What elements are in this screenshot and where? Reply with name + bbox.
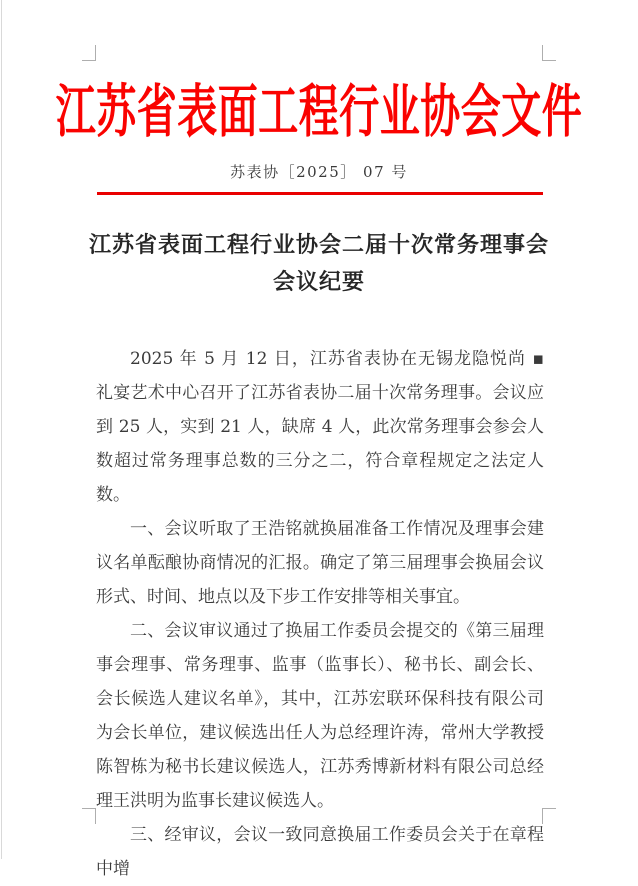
letterhead-banner-title: 江苏省表面工程行业协会文件 <box>55 78 583 146</box>
crop-mark-bottom-right <box>542 808 556 824</box>
crop-mark-bottom-left <box>82 808 96 824</box>
document-number: 苏表协［2025］ 07 号 <box>230 163 408 181</box>
meeting-title-line2: 会议纪要 <box>272 268 365 295</box>
body-paragraph-1: 2025 年 5 月 12 日，江苏省表协在无锡龙隐悦尚 ▪ 礼宴艺术中心召开了江苏省表协二届十次常务理事。会议应到 25 人，实到 21 人，缺席 4 人，此次常务理事会参会人数超过常务理事总数的三分之二，符合章程规定之法定人数。 <box>96 349 544 505</box>
document-body <box>96 342 544 886</box>
body-paragraph-2: 一、会议听取了王浩铭就换届准备工作情况及理事会建议名单酝酿协商情况的汇报。确定了第三届理事会换届会议形式、时间、地点以及下步工作安排等相关事宜。 <box>96 519 544 607</box>
crop-mark-top-right <box>542 45 556 61</box>
red-divider-line <box>97 192 543 195</box>
meeting-title <box>49 227 589 300</box>
meeting-title-line1: 江苏省表面工程行业协会二届十次常务理事会 <box>88 232 549 258</box>
crop-mark-top-left <box>82 45 96 61</box>
body-paragraph-3: 二、会议审议通过了换届工作委员会提交的《第三届理事会理事、常务理事、监事（监事长）、秘书长、副会长、会长候选人建议名单》，其中，江苏宏联环保科技有限公司为会长单位，建议候选出任人为总经理许涛，常州大学教授陈智栋为秘书长建议候选人，江苏秀博新材料有限公司总经理王洪明为监事长建议候选人。 <box>96 621 544 811</box>
body-paragraph-4: 三、经审议，会议一致同意换届工作委员会关于在章程中增 <box>96 825 544 879</box>
